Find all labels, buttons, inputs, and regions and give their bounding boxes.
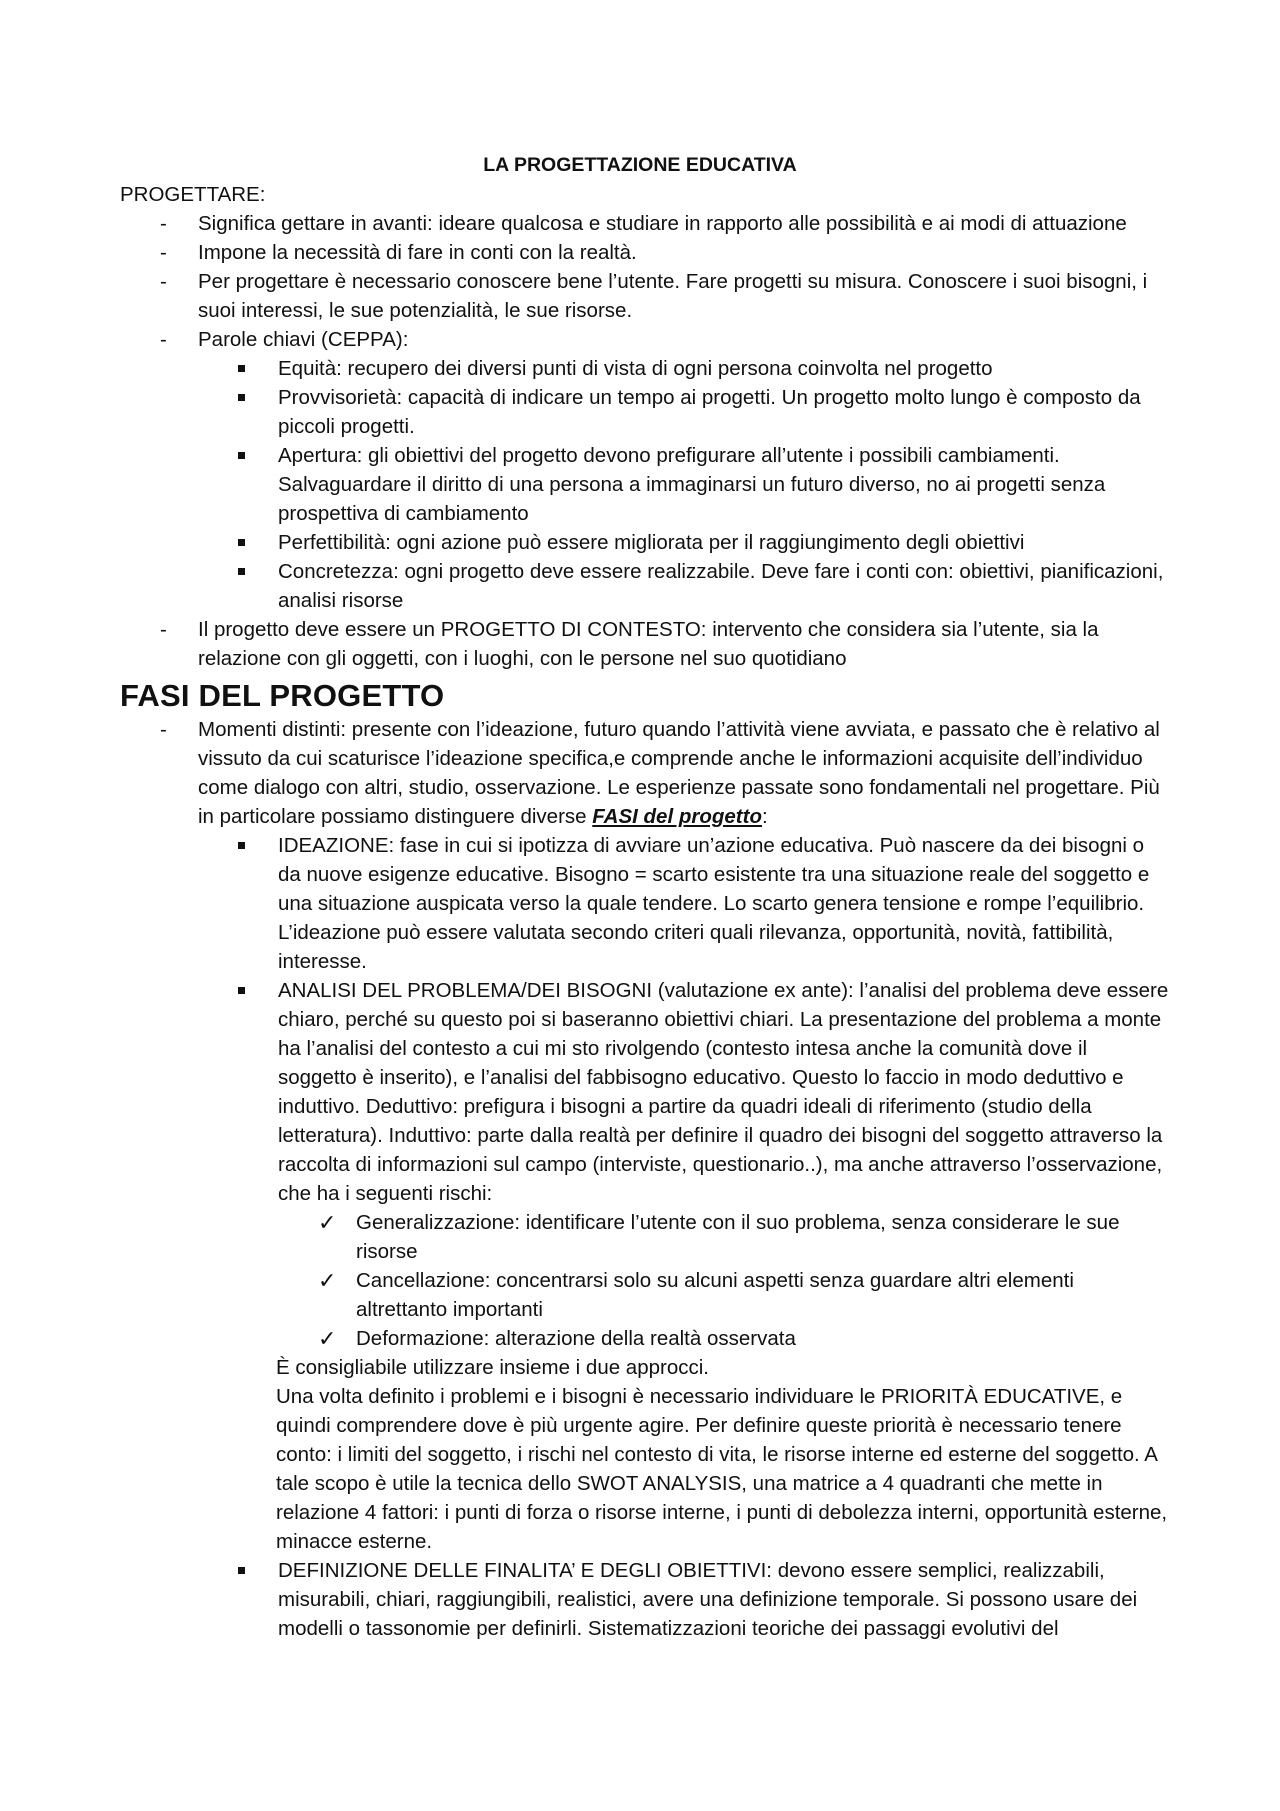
section-label-progettare: PROGETTARE: [120, 183, 266, 206]
square-bullet-icon [238, 452, 245, 459]
list-item-ceppa: Perfettibilità: ogni azione può essere migliorata per il raggiungimento degli obiettivi [120, 528, 1170, 557]
list-item: - Momenti distinti: presente con l’ideazione, futuro quando l’attività viene avviata, e passato che è relativo al vissuto da cui scaturisce l’ideazione specifica,e comprende anche le informazioni acquisite dell’individuo come dialogo con altri, studio, osservazione. Le esperienze passate sono fondamentali nel progettare. Più in particolare possiamo distinguere diverse FASI del progetto: [120, 715, 1170, 831]
list-item: - Per progettare è necessario conoscere bene l’utente. Fare progetti su misura. Conoscere i suoi bisogni, i suoi interessi, le sue potenzialità, le sue risorse. [120, 267, 1170, 325]
dash-bullet: - [160, 718, 167, 741]
square-bullet-icon [238, 539, 245, 546]
list-item: - Parole chiavi (CEPPA): [120, 325, 1170, 354]
list-item-analisi: ANALISI DEL PROBLEMA/DEI BISOGNI (valutazione ex ante): l’analisi del problema deve essere chiaro, perché su questo poi si baseranno obiettivi chiari. La presentazione del problema a monte ha l’analisi del contesto a cui mi sto rivolgendo (contesto intesa anche la comunità dove il soggetto è inserito), e l’analisi del fabbisogno educativo. Questo lo faccio in modo deduttivo e induttivo. Deduttivo: prefigura i bisogni a partire da quadri ideali di riferimento (studio della letteratura). Induttivo: parte dalla realtà per definire il quadro dei bisogni del soggetto attraverso la raccolta di informazioni sul campo (interviste, questionario..), ma anche attraverso l’osservazione, che ha i seguenti rischi: [120, 976, 1170, 1208]
dash-bullet: - [160, 618, 167, 641]
square-bullet-icon [238, 842, 245, 849]
emphasis-fasi: FASI del progetto [592, 805, 762, 828]
list-item-ideazione: IDEAZIONE: fase in cui si ipotizza di avviare un’azione educativa. Può nascere da dei bisogni o da nuove esigenze educative. Bisogno = scarto esistente tra una situazione reale del soggetto e una situazione auspicata verso la quale tendere. Lo scarto genera tensione e rompe l’equilibrio. L’ideazione può essere valutata secondo criteri quali rilevanza, opportunità, novità, fattibilità, interesse. [120, 831, 1170, 976]
square-bullet-icon [238, 987, 245, 994]
dash-bullet: - [160, 212, 167, 235]
dash-bullet: - [160, 270, 167, 293]
list-item-rischio: ✓ Generalizzazione: identificare l’utente con il suo problema, senza considerare le sue risorse [318, 1210, 1120, 1263]
checkmark-icon: ✓ [318, 1268, 337, 1293]
section-heading-fasi: FASI DEL PROGETTO [120, 678, 445, 713]
square-bullet-icon [238, 365, 245, 372]
list-item-definizione: DEFINIZIONE DELLE FINALITA’ E DEGLI OBIETTIVI: devono essere semplici, realizzabili, misurabili, chiari, raggiungibili, realistici, avere una definizione temporale. Si possono usare dei modelli o tassonomie per definirli. Sistematizzazioni teoriche dei passaggi evolutivi del [120, 1556, 1170, 1643]
dash-bullet: - [160, 328, 167, 351]
paragraph-consiglio: È consigliabile utilizzare insieme i due approcci. [276, 1356, 709, 1379]
list-item-ceppa: Provvisorietà: capacità di indicare un tempo ai progetti. Un progetto molto lungo è composto da piccoli progetti. [120, 383, 1170, 441]
list-item-ceppa: Apertura: gli obiettivi del progetto devono prefigurare all’utente i possibili cambiamenti. Salvaguardare il diritto di una persona a immaginarsi un futuro diverso, no ai progetti senza prospettiva di cambiamento [120, 441, 1170, 528]
dash-bullet: - [160, 241, 167, 264]
list-item: - Il progetto deve essere un PROGETTO DI CONTESTO: intervento che considera sia l’utente, sia la relazione con gli oggetti, con i luoghi, con le persone nel suo quotidiano [120, 615, 1170, 673]
square-bullet-icon [238, 394, 245, 401]
list-item-ceppa: Concretezza: ogni progetto deve essere realizzabile. Deve fare i conti con: obiettivi, pianificazioni, analisi risorse [120, 557, 1170, 615]
list-item-rischio: ✓ Deformazione: alterazione della realtà osservata [318, 1326, 796, 1351]
page-title: LA PROGETTAZIONE EDUCATIVA [483, 154, 797, 176]
list-item: - Significa gettare in avanti: ideare qualcosa e studiare in rapporto alle possibilità e ai modi di attuazione [120, 209, 1170, 238]
list-item-ceppa: Equità: recupero dei diversi punti di vista di ogni persona coinvolta nel progetto [120, 354, 1170, 383]
paragraph-priorita: Una volta definito i problemi e i bisogni è necessario individuare le PRIORITÀ EDUCATIVE, e quindi comprendere dove è più urgente agire. Per definire queste priorità è necessario tenere conto: i limiti del soggetto, i rischi nel contesto di vita, le risorse interne ed esterne del soggetto. A tale scopo è utile la tecnica dello SWOT ANALYSIS, una matrice a 4 quadranti che mette in relazione 4 fattori: i punti di forza o risorse interne, i punti di debolezza interni, opportunità esterne, minacce esterne. [276, 1385, 1168, 1553]
list-item: - Impone la necessità di fare in conti con la realtà. [120, 238, 1170, 267]
document-body [120, 180, 1170, 1643]
square-bullet-icon [238, 568, 245, 575]
checkmark-icon: ✓ [318, 1210, 337, 1235]
square-bullet-icon [238, 1567, 245, 1574]
list-item-rischio: ✓ Cancellazione: concentrarsi solo su alcuni aspetti senza guardare altri elementi altrettanto importanti [318, 1268, 1074, 1321]
checkmark-icon: ✓ [318, 1326, 337, 1351]
